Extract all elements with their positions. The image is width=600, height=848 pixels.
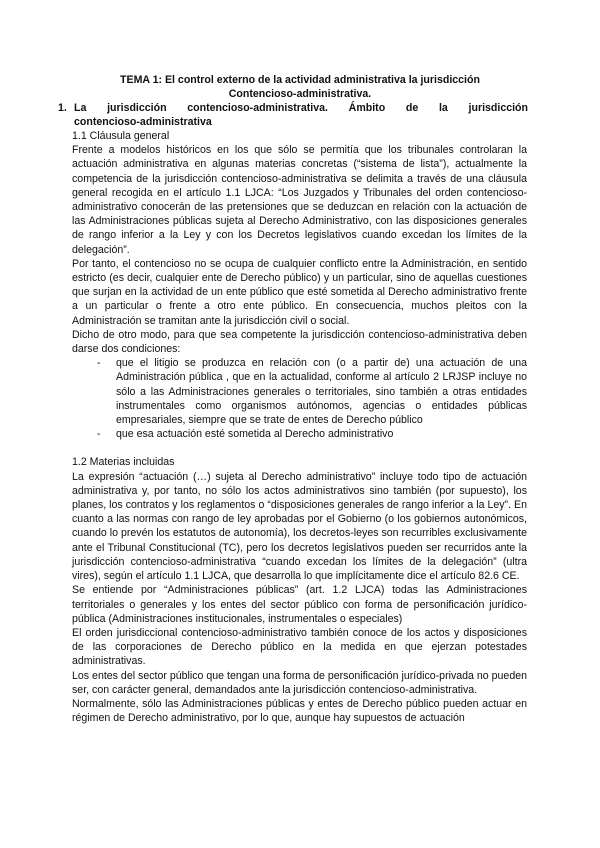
section-title-line-1: La jurisdicción contencioso-administrativa. Ámbito de la jurisdicción — [74, 102, 528, 114]
paragraph-2: Por tanto, el contencioso no se ocupa de cualquier conflicto entre la Administración, en sentido estricto (es decir, cualquier ente de Derecho público) y un particular, sino de aquellas cuestiones que surjan en la actividad de un ente público que esté sometida al Derecho administrativo frente a un particular o frente a otro ente público. En consecuencia, muchos pleitos con la Administración se tramitan ante la jurisdicción civil o social. — [72, 257, 527, 327]
title-line-2: Contencioso-administrativa. — [228, 88, 372, 101]
subheading-1-2: 1.2 Materias incluidas — [72, 456, 175, 469]
paragraph-3: Dicho de otro modo, para que sea competente la jurisdicción contencioso-administrativa deben darse dos condiciones: — [72, 328, 527, 356]
section-1-body — [72, 129, 527, 725]
list-item — [72, 427, 527, 441]
paragraph-7: Los entes del sector público que tengan una forma de personificación jurídico-privada no pueden ser, con carácter general, demandados ante la jurisdicción contencioso-administrativa. — [72, 669, 527, 696]
paragraph-4: La expresión “actuación (…) sujeta al Derecho administrativo” incluye todo tipo de actuación administrativa y, por tanto, no sólo los actos administrativos sino también (por supuesto), los planes, los contratos y los reglamentos o “disposiciones generales de rango inferior a la Ley”. En cuanto a las normas con rango de ley aprobadas por el Gobierno (o los gobiernos autonómicos, cuando lo prevén los estatutos de autonomía), los decretos-leyes son recurribles exclusivamente ante el Tribunal Constitucional (TC), pero los decretos legislativos pueden ser recurridos ante la jurisdicción contencioso-administrativa “cuando excedan los límites de la delegación” (ultra vires), según el artículo 1.1 LJCA, que desarrolla lo que implícitamente dice el artículo 82.6 CE. — [72, 470, 527, 583]
section-1-heading — [58, 101, 528, 129]
section-number: 1. — [58, 102, 67, 114]
dash-marker: - — [97, 428, 101, 441]
dash-marker: - — [97, 357, 101, 370]
title-line-1: TEMA 1: El control externo de la actividad administrativa la jurisdicción — [120, 74, 480, 86]
list-item-text: que esa actuación esté sometida al Derecho administrativo — [116, 428, 394, 441]
paragraph-6: El orden jurisdiccional contencioso-administrativo también conoce de los actos y disposiciones de las corporaciones de Derecho público en la medida en que ejerzan potestades administrativas. — [72, 626, 527, 668]
paragraph-8: Normalmente, sólo las Administraciones públicas y entes de Derecho público pueden actuar en régimen de Derecho administrativo, por lo que, aunque hay supuestos de actuación — [72, 697, 527, 725]
spacer — [72, 441, 527, 455]
section-title-line-2: contencioso-administrativa — [74, 116, 212, 129]
paragraph-5: Se entiende por “Administraciones públicas” (art. 1.2 LJCA) todas las Administraciones territoriales o generales y los entes del sector público con forma de personificación jurídico-pública (Administraciones institucionales, instrumentales o especiales) — [72, 584, 527, 625]
conditions-list — [72, 356, 527, 441]
document-title — [70, 73, 530, 101]
list-item — [72, 356, 527, 427]
paragraph-1: Frente a modelos históricos en los que sólo se permitía que los tribunales controlaran la actuación administrativa en algunas materias concretas (“sistema de lista”), actualmente la competencia de la jurisdicción contencioso-administrativa se delimita a través de una cláusula general recogida en el artículo 1.1 LJCA: “Los Juzgados y Tribunales del orden contencioso-administrativo conocerán de las pretensiones que se deduzcan en relación con la actuación de las Administraciones públicas sujeta al Derecho Administrativo, con las disposiciones generales de rango inferior a la Ley y con los Decretos legislativos cuando excedan los límites de la delegación”. — [72, 144, 527, 256]
subheading-1-1: 1.1 Cláusula general — [72, 130, 170, 142]
list-item-text: que el litigio se produzca en relación con (o a partir de) una actuación de una Administración pública , que en la actualidad, conforme al artículo 2 LRJSP incluye no sólo a las Administraciones generales o territoriales, sino también a otras entidades instrumentales como organismos autónomos, agencias o entidades públicas empresariales, siempre que se trate de entes de Derecho público — [116, 357, 527, 427]
